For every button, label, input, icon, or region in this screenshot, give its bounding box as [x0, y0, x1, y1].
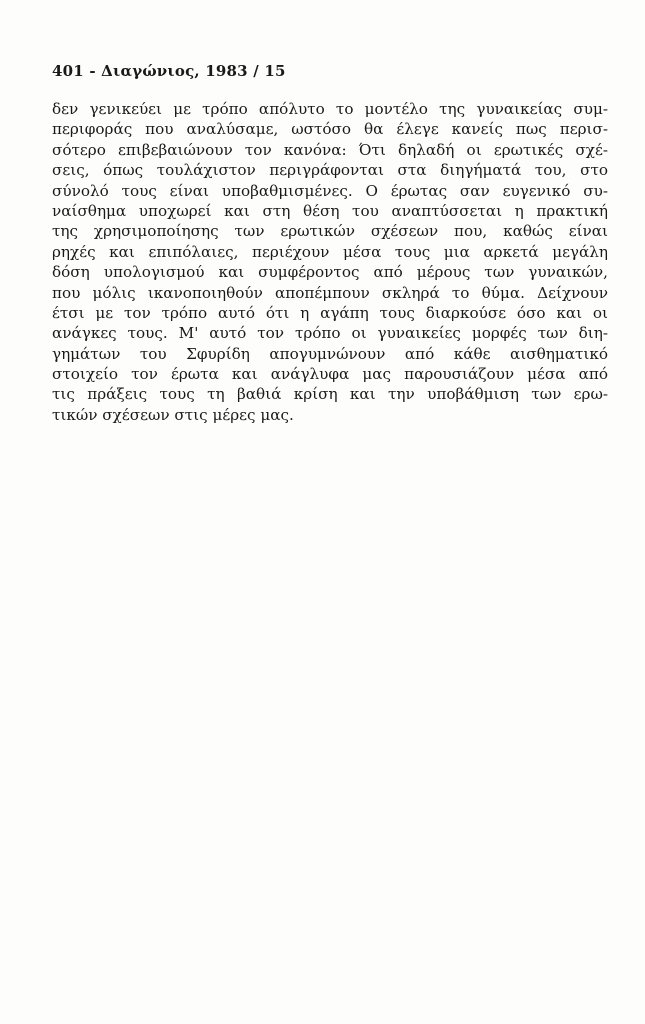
body-paragraph: [52, 99, 608, 425]
text-line: τικών σχέσεων στις μέρες μας.: [52, 405, 294, 424]
text-line: ρηχές και επιπόλαιες, περιέχουν μέσα τους μια αρκετά μεγάλη: [52, 242, 608, 261]
text-line: έτσι με τον τρόπο αυτό ότι η αγάπη τους διαρκούσε όσο και οι: [52, 303, 608, 322]
text-line: σότερο επιβεβαιώνουν τον κανόνα: Ότι δηλαδή οι ερωτικές σχέ-: [52, 140, 608, 159]
text-line: σεις, όπως τουλάχιστον περιγράφονται στα διηγήματά του, στο: [52, 161, 608, 180]
text-line: δεν γενικεύει με τρόπο απόλυτο το μοντέλο της γυναικείας συμ-: [52, 100, 608, 118]
text-line: δόση υπολογισμού και συμφέροντος από μέρους των γυναικών,: [52, 263, 608, 282]
text-line: τις πράξεις τους τη βαθιά κρίση και την υποβάθμιση των ερω-: [52, 385, 608, 404]
text-line: που μόλις ικανοποιηθούν αποπέμπουν σκληρά το θύμα. Δείχνουν: [52, 283, 608, 302]
text-line: της χρησιμοποίησης των ερωτικών σχέσεων που, καθώς είναι: [52, 222, 608, 241]
running-header: 401 - Διαγώνιος, 1983 / 15: [52, 62, 286, 80]
text-line: στοιχείο τον έρωτα και ανάγλυφα μας παρουσιάζουν μέσα από: [52, 365, 608, 384]
text-line: ανάγκες τους. Μ' αυτό τον τρόπο οι γυναικείες μορφές των διη-: [52, 324, 608, 343]
text-line: σύνολό τους είναι υποβαθμισμένες. Ο έρωτας σαν ευγενικό συ-: [52, 181, 608, 200]
text-line: περιφοράς που αναλύσαμε, ωστόσο θα έλεγε κανείς πως περισ-: [52, 120, 608, 139]
text-line: γημάτων του Σφυρίδη απογυμνώνουν από κάθε αισθηματικό: [52, 344, 608, 363]
text-line: ναίσθημα υποχωρεί και στη θέση του αναπτύσσεται η πρακτική: [52, 201, 608, 220]
